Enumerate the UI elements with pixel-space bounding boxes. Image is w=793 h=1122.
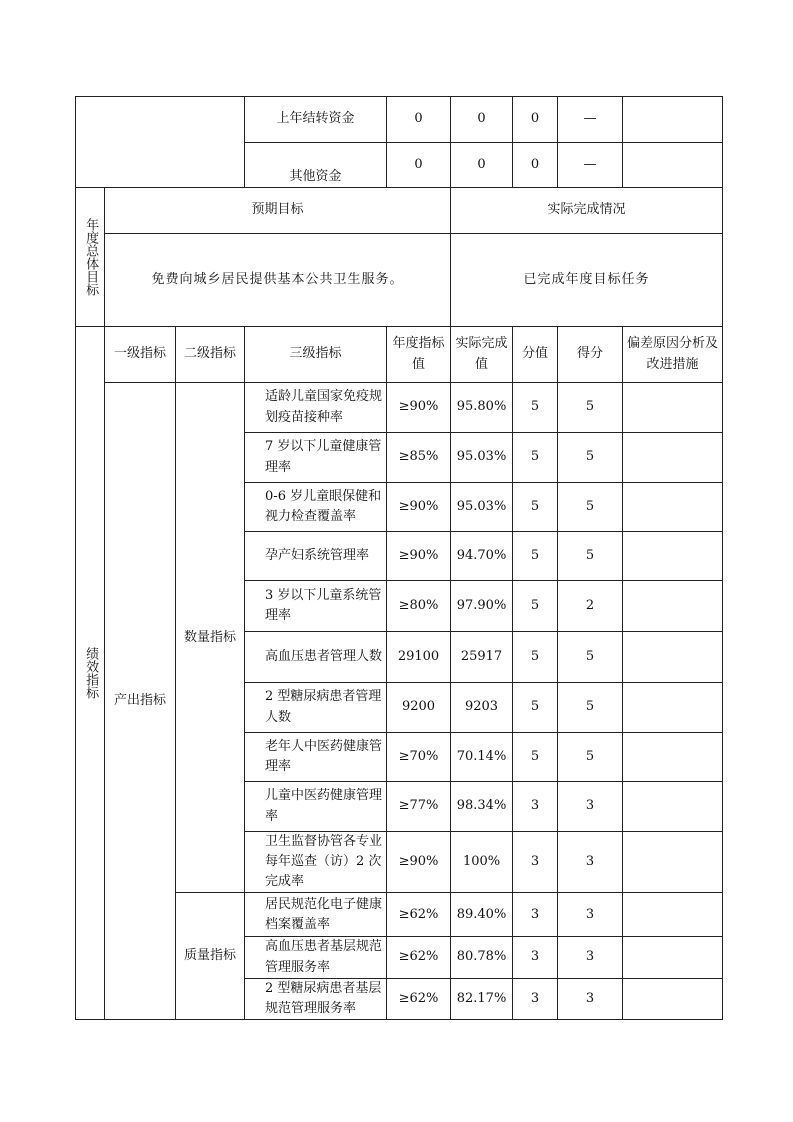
indicator-score: 3 [513,978,558,1019]
performance-report-table [75,96,723,1020]
indicator-score: 5 [513,632,558,683]
indicator-deviation [623,433,723,483]
fund-value: 0 [513,143,558,188]
annual-goal-label-text: 年度总体目标 [83,218,99,296]
indicator-deviation [623,683,723,733]
indicator-score: 5 [513,483,558,532]
fund-value: — [558,143,623,188]
indicator-score: 3 [513,893,558,937]
indicator-deviation [623,632,723,683]
indicator-name: 老年人中医药健康管理率 [245,733,387,782]
indicator-name: 2 型糖尿病患者管理人数 [245,683,387,733]
indicator-name: 高血压患者基层规范管理服务率 [245,937,387,978]
indicator-actual: 70.14% [451,733,513,782]
header-actual: 实际完成值 [451,327,513,383]
indicator-actual: 95.03% [451,433,513,483]
indicator-actual: 97.90% [451,581,513,632]
actual-status-header: 实际完成情况 [451,188,723,234]
indicator-actual: 82.17% [451,978,513,1019]
annual-goal-section-label [76,188,105,327]
level2-quality: 质量指标 [176,893,245,1020]
indicator-target: ≥85% [387,433,451,483]
expected-goal-text: 免费向城乡居民提供基本公共卫生服务。 [105,234,451,327]
header-deviation: 偏差原因分析及改进措施 [623,327,723,383]
indicator-row [76,383,723,433]
header-got: 得分 [558,327,623,383]
indicator-score: 3 [513,782,558,832]
indicator-got: 3 [558,893,623,937]
indicator-actual: 25917 [451,632,513,683]
indicator-score: 3 [513,937,558,978]
indicator-target: ≥90% [387,532,451,581]
header-level3: 三级指标 [245,327,387,383]
annual-goal-header-row [76,188,723,234]
indicator-name: 居民规范化电子健康档案覆盖率 [245,893,387,937]
fund-row-carryover [76,97,723,143]
indicator-actual: 95.03% [451,483,513,532]
fund-blank-cell [76,97,245,188]
performance-label-text: 绩效指标 [83,646,99,699]
indicator-actual: 94.70% [451,532,513,581]
indicator-got: 5 [558,632,623,683]
annual-goal-content-row [76,234,723,327]
indicator-deviation [623,782,723,832]
indicator-target: ≥62% [387,893,451,937]
fund-blank [623,97,723,143]
header-level1: 一级指标 [105,327,176,383]
indicator-target: 9200 [387,683,451,733]
level1-output: 产出指标 [105,383,176,1020]
indicator-got: 3 [558,832,623,893]
indicator-target: ≥62% [387,937,451,978]
indicator-name: 2 型糖尿病患者基层规范管理服务率 [245,978,387,1019]
indicator-score: 5 [513,683,558,733]
indicator-score: 5 [513,383,558,433]
expected-goal-header: 预期目标 [105,188,451,234]
level2-quantity: 数量指标 [176,383,245,893]
indicator-actual: 89.40% [451,893,513,937]
indicator-got: 5 [558,683,623,733]
fund-value: — [558,97,623,143]
indicator-target: ≥70% [387,733,451,782]
indicator-score: 5 [513,433,558,483]
indicator-got: 3 [558,978,623,1019]
indicator-target: ≥90% [387,383,451,433]
indicator-header-row [76,327,723,383]
indicator-deviation [623,937,723,978]
indicator-got: 5 [558,433,623,483]
indicator-actual: 100% [451,832,513,893]
indicator-got: 5 [558,483,623,532]
indicator-got: 3 [558,937,623,978]
fund-value: 0 [451,97,513,143]
indicator-target: ≥77% [387,782,451,832]
indicator-score: 5 [513,733,558,782]
fund-label: 其他资金 [245,143,387,188]
indicator-score: 5 [513,532,558,581]
indicator-name: 高血压患者管理人数 [245,632,387,683]
indicator-target: ≥62% [387,978,451,1019]
indicator-target: ≥90% [387,483,451,532]
indicator-target: 29100 [387,632,451,683]
indicator-got: 5 [558,383,623,433]
indicator-name: 3 岁以下儿童系统管理率 [245,581,387,632]
actual-status-text: 已完成年度目标任务 [451,234,723,327]
indicator-deviation [623,383,723,433]
header-score: 分值 [513,327,558,383]
indicator-name: 适龄儿童国家免疫规划疫苗接种率 [245,383,387,433]
indicator-deviation [623,532,723,581]
header-level2: 二级指标 [176,327,245,383]
indicator-score: 5 [513,581,558,632]
fund-blank [623,143,723,188]
performance-section-label [76,327,105,1020]
fund-label: 上年结转资金 [245,97,387,143]
indicator-deviation [623,893,723,937]
indicator-actual: 95.80% [451,383,513,433]
indicator-deviation [623,733,723,782]
indicator-name: 0-6 岁儿童眼保健和视力检查覆盖率 [245,483,387,532]
indicator-actual: 80.78% [451,937,513,978]
indicator-got: 2 [558,581,623,632]
indicator-deviation [623,832,723,893]
fund-value: 0 [387,97,451,143]
header-target: 年度指标值 [387,327,451,383]
indicator-actual: 98.34% [451,782,513,832]
indicator-deviation [623,978,723,1019]
indicator-actual: 9203 [451,683,513,733]
indicator-name: 儿童中医药健康管理率 [245,782,387,832]
indicator-got: 5 [558,733,623,782]
fund-value: 0 [387,143,451,188]
indicator-target: ≥90% [387,832,451,893]
indicator-name: 卫生监督协管各专业每年巡查（访）2 次完成率 [245,832,387,893]
indicator-name: 孕产妇系统管理率 [245,532,387,581]
indicator-deviation [623,483,723,532]
indicator-got: 3 [558,782,623,832]
fund-value: 0 [451,143,513,188]
indicator-got: 5 [558,532,623,581]
indicator-name: 7 岁以下儿童健康管理率 [245,433,387,483]
indicator-deviation [623,581,723,632]
indicator-target: ≥80% [387,581,451,632]
fund-value: 0 [513,97,558,143]
indicator-score: 3 [513,832,558,893]
